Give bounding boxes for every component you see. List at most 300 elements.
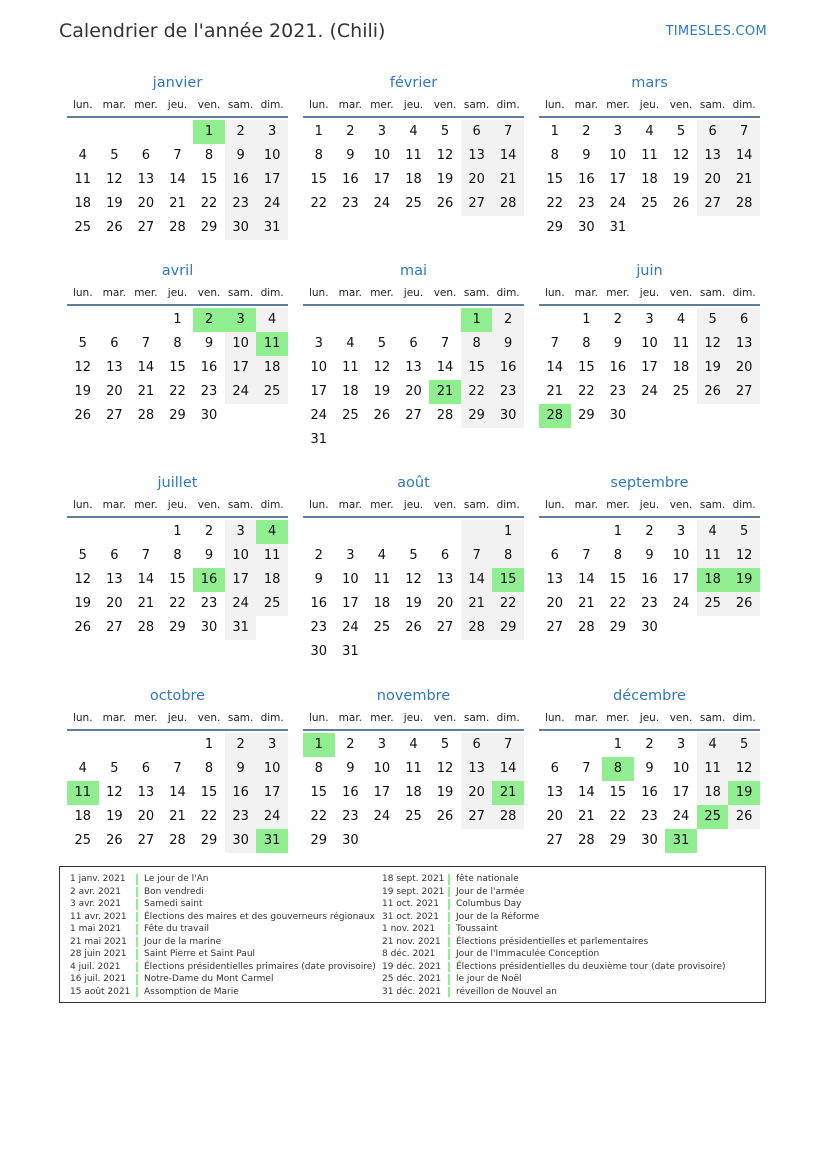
- day-cell: 25: [672, 384, 690, 399]
- day-cell: 24: [373, 196, 391, 211]
- legend-holiday-name: Élections présidentielles du deuxième tour (date provisoire): [456, 961, 726, 972]
- day-cell: 4: [697, 520, 729, 544]
- empty-cell: [162, 120, 194, 144]
- day-cell: 19: [697, 356, 729, 380]
- empty-cell: [429, 308, 461, 332]
- day-cell: 13: [697, 144, 729, 168]
- day-cell: 2: [582, 124, 591, 139]
- day-cell: 13: [546, 572, 564, 587]
- weekday-label: ven.: [197, 99, 221, 111]
- day-cell: 3: [676, 524, 686, 539]
- day-cell: 12: [672, 148, 690, 163]
- weekday-label: mar.: [574, 712, 599, 724]
- day-cell: 16: [641, 572, 658, 587]
- empty-cell: [130, 308, 162, 332]
- day-cell: 5: [78, 548, 87, 563]
- day-cell: 25: [74, 220, 92, 235]
- day-cell: 22: [310, 196, 328, 211]
- weekday-header: [303, 494, 524, 518]
- legend-date: 31 déc. 2021: [378, 986, 450, 999]
- weekday-label: jeu.: [403, 287, 424, 299]
- day-cell: 22: [461, 380, 493, 404]
- day-cell: 6: [550, 548, 559, 563]
- legend-holiday-name: Fête du travail: [144, 924, 210, 934]
- day-cell: 24: [672, 809, 690, 824]
- day-cell: 29: [609, 833, 627, 848]
- day-cell: 10: [641, 336, 658, 351]
- day-cell: 21: [578, 809, 595, 824]
- empty-cell: [398, 308, 430, 332]
- legend-holiday-name: fête nationale: [456, 874, 519, 884]
- day-cell: 20: [697, 168, 729, 192]
- empty-cell: [130, 120, 162, 144]
- day-cell: 13: [106, 572, 123, 587]
- day-cell: 20: [137, 196, 155, 211]
- legend-date: 31 oct. 2021: [378, 911, 450, 924]
- day-cell: 23: [492, 380, 524, 404]
- weekday-label: dim.: [732, 99, 756, 111]
- legend-holiday-name: Columbus Day: [456, 899, 522, 909]
- legend-holiday-name: Samedi saint: [144, 899, 203, 909]
- day-cell: 17: [256, 168, 288, 192]
- weekday-label: mer.: [134, 499, 158, 511]
- legend-holiday-name: Notre-Dame du Mont Carmel: [144, 974, 274, 984]
- empty-cell: [335, 520, 367, 544]
- day-cell: 21: [461, 592, 493, 616]
- weekday-label: ven.: [197, 287, 221, 299]
- weekday-label: dim.: [260, 99, 284, 111]
- day-cell: 4: [256, 308, 288, 332]
- day-cell: 24: [373, 809, 391, 824]
- weekday-label: mar.: [102, 499, 127, 511]
- weekday-label: mer.: [606, 712, 630, 724]
- day-cell: 13: [405, 360, 422, 375]
- day-cell: 24: [225, 380, 257, 404]
- day-cell: 9: [346, 761, 355, 776]
- day-cell: 12: [74, 572, 92, 587]
- day-cell: 26: [74, 620, 92, 635]
- day-cell: 10: [342, 572, 359, 587]
- day-cell: 22: [609, 809, 627, 824]
- day-cell: 21: [578, 596, 595, 611]
- day-cell: 9: [582, 148, 591, 163]
- legend-date: 2 avr. 2021: [66, 886, 138, 899]
- day-cell: 26: [672, 196, 690, 211]
- day-cell: 4: [377, 548, 387, 563]
- day-cell: 7: [582, 548, 591, 563]
- empty-cell: [335, 308, 367, 332]
- weekday-label: ven.: [197, 499, 221, 511]
- empty-cell: [67, 733, 99, 757]
- day-cell: 6: [110, 548, 119, 563]
- weekday-label: mer.: [370, 712, 394, 724]
- weekday-label: jeu.: [403, 499, 424, 511]
- day-cell: 28: [492, 805, 524, 829]
- day-grid: [67, 120, 288, 240]
- day-cell: 29: [169, 408, 186, 423]
- weekday-label: dim.: [496, 712, 520, 724]
- day-cell: 16: [342, 172, 359, 187]
- day-cell: 27: [106, 620, 123, 635]
- month-name: décembre: [613, 688, 686, 704]
- weekday-label: sam.: [463, 287, 490, 299]
- month-name: juillet: [157, 475, 198, 491]
- day-cell: 14: [578, 572, 595, 587]
- legend-holiday-name: Bon vendredi: [144, 886, 204, 897]
- day-cell: 25: [405, 809, 422, 824]
- weekday-label: mer.: [134, 712, 158, 724]
- day-cell: 27: [137, 220, 155, 235]
- day-cell: 18: [641, 172, 658, 187]
- weekday-label: lun.: [308, 712, 329, 724]
- day-cell: 30: [200, 620, 218, 635]
- day-cell: 17: [672, 785, 690, 800]
- day-cell: 9: [204, 548, 214, 563]
- holiday-day-cell: 15: [492, 568, 524, 592]
- weekday-header: [67, 707, 288, 731]
- day-cell: 17: [310, 384, 328, 399]
- day-cell: 4: [409, 737, 418, 752]
- day-cell: 5: [697, 308, 729, 332]
- day-cell: 23: [225, 192, 257, 216]
- day-cell: 29: [200, 220, 218, 235]
- day-cell: 10: [225, 544, 257, 568]
- day-cell: 5: [676, 124, 686, 139]
- holiday-day-cell: 31: [665, 829, 697, 853]
- day-cell: 7: [173, 761, 182, 776]
- legend-row: [378, 886, 726, 899]
- day-cell: 23: [609, 384, 627, 399]
- weekday-label: mar.: [102, 712, 127, 724]
- weekday-label: mer.: [134, 99, 158, 111]
- weekday-label: sam.: [699, 287, 726, 299]
- day-cell: 12: [106, 172, 123, 187]
- day-cell: 27: [546, 620, 564, 635]
- day-cell: 23: [342, 809, 359, 824]
- day-cell: 30: [578, 220, 595, 235]
- day-cell: 6: [550, 761, 559, 776]
- day-cell: 23: [641, 596, 658, 611]
- day-cell: 1: [582, 312, 591, 327]
- weekday-label: sam.: [463, 499, 490, 511]
- day-cell: 10: [373, 761, 391, 776]
- day-cell: 23: [200, 384, 218, 399]
- brand-link[interactable]: TIMESLES.COM: [665, 24, 767, 39]
- day-cell: 22: [609, 596, 627, 611]
- day-cell: 5: [440, 124, 450, 139]
- day-cell: 22: [200, 809, 218, 824]
- day-cell: 14: [137, 572, 155, 587]
- day-cell: 4: [78, 148, 87, 163]
- day-cell: 27: [137, 833, 155, 848]
- day-cell: 2: [346, 124, 355, 139]
- weekday-header: [539, 94, 760, 118]
- month-4: [303, 260, 524, 452]
- day-cell: 28: [461, 616, 493, 640]
- day-cell: 6: [697, 120, 729, 144]
- day-cell: 26: [106, 833, 123, 848]
- day-cell: 25: [256, 380, 288, 404]
- holiday-day-cell: 11: [67, 781, 99, 805]
- legend-date: 19 sept. 2021: [378, 886, 450, 899]
- weekday-label: sam.: [699, 99, 726, 111]
- weekday-label: mer.: [606, 287, 630, 299]
- day-cell: 26: [697, 380, 729, 404]
- day-cell: 14: [169, 785, 186, 800]
- day-cell: 20: [137, 809, 155, 824]
- day-cell: 10: [310, 360, 328, 375]
- day-cell: 19: [74, 384, 92, 399]
- day-cell: 31: [310, 432, 328, 447]
- day-cell: 7: [550, 336, 559, 351]
- legend-row: [66, 961, 376, 974]
- day-cell: 14: [492, 757, 524, 781]
- day-cell: 5: [440, 737, 450, 752]
- day-cell: 11: [641, 148, 658, 163]
- day-cell: 11: [405, 761, 422, 776]
- legend-holiday-name: Élections des maires et des gouverneurs régionaux: [144, 911, 375, 922]
- day-cell: 28: [137, 620, 155, 635]
- day-cell: 14: [578, 785, 595, 800]
- day-cell: 13: [137, 785, 155, 800]
- day-grid: [67, 520, 288, 640]
- legend-holiday-name: Toussaint: [456, 924, 498, 934]
- day-cell: 24: [310, 408, 328, 423]
- day-cell: 25: [405, 196, 422, 211]
- month-5: [539, 260, 760, 428]
- legend-date: 3 avr. 2021: [66, 898, 138, 911]
- day-cell: 19: [405, 596, 422, 611]
- day-cell: 6: [409, 336, 418, 351]
- weekday-label: mar.: [338, 99, 363, 111]
- weekday-label: ven.: [669, 287, 693, 299]
- holiday-day-cell: 28: [539, 404, 571, 428]
- day-cell: 11: [672, 336, 690, 351]
- weekday-header: [539, 282, 760, 306]
- empty-cell: [67, 520, 99, 544]
- day-cell: 13: [436, 572, 454, 587]
- empty-cell: [130, 733, 162, 757]
- day-cell: 15: [609, 572, 627, 587]
- legend-date: 21 nov. 2021: [378, 936, 450, 949]
- day-cell: 7: [461, 544, 493, 568]
- weekday-label: dim.: [260, 712, 284, 724]
- day-cell: 22: [169, 384, 186, 399]
- day-cell: 17: [373, 172, 391, 187]
- legend-holiday-name: Élections présidentielles primaires (date provisoire): [144, 961, 376, 972]
- day-cell: 30: [609, 408, 627, 423]
- day-cell: 29: [169, 620, 186, 635]
- day-cell: 23: [225, 805, 257, 829]
- weekday-label: lun.: [544, 712, 565, 724]
- empty-cell: [539, 520, 571, 544]
- day-cell: 22: [578, 384, 595, 399]
- day-cell: 7: [492, 733, 524, 757]
- weekday-label: jeu.: [403, 712, 424, 724]
- day-cell: 15: [578, 360, 595, 375]
- weekday-label: mar.: [102, 99, 127, 111]
- day-cell: 10: [672, 548, 690, 563]
- day-cell: 13: [546, 785, 564, 800]
- month-3: [67, 260, 288, 428]
- day-cell: 3: [256, 120, 288, 144]
- day-cell: 16: [310, 596, 328, 611]
- day-cell: 11: [342, 360, 359, 375]
- day-cell: 21: [137, 596, 155, 611]
- day-cell: 27: [106, 408, 123, 423]
- day-cell: 9: [346, 148, 355, 163]
- weekday-label: dim.: [732, 712, 756, 724]
- legend-date: 19 déc. 2021: [378, 961, 450, 974]
- day-cell: 26: [728, 805, 760, 829]
- legend-row: [378, 923, 726, 936]
- day-cell: 9: [645, 761, 654, 776]
- day-cell: 16: [225, 781, 257, 805]
- day-cell: 11: [74, 172, 92, 187]
- day-cell: 25: [697, 592, 729, 616]
- day-cell: 2: [645, 524, 654, 539]
- day-cell: 1: [492, 520, 524, 544]
- empty-cell: [99, 120, 131, 144]
- legend-row: [66, 898, 376, 911]
- day-cell: 13: [106, 360, 123, 375]
- legend-row: [66, 973, 376, 986]
- day-grid: [67, 308, 288, 428]
- weekday-label: lun.: [72, 99, 93, 111]
- day-cell: 26: [436, 809, 454, 824]
- legend-holiday-name: Jour de l'Immaculée Conception: [456, 949, 600, 959]
- day-cell: 19: [373, 384, 391, 399]
- legend-holiday-name: Jour de l'armée: [456, 886, 525, 897]
- day-cell: 22: [546, 196, 564, 211]
- day-cell: 1: [613, 737, 623, 752]
- legend-column-left: [66, 873, 376, 998]
- weekday-label: mer.: [370, 99, 394, 111]
- day-cell: 26: [436, 196, 454, 211]
- day-cell: 24: [672, 596, 690, 611]
- day-cell: 7: [440, 336, 450, 351]
- weekday-label: jeu.: [167, 287, 188, 299]
- weekday-label: mar.: [338, 712, 363, 724]
- day-cell: 18: [373, 596, 391, 611]
- day-cell: 12: [405, 572, 422, 587]
- day-cell: 8: [492, 544, 524, 568]
- day-cell: 15: [200, 785, 218, 800]
- month-name: août: [397, 475, 430, 491]
- day-cell: 27: [728, 380, 760, 404]
- day-cell: 26: [74, 408, 92, 423]
- day-cell: 24: [256, 805, 288, 829]
- day-cell: 10: [373, 148, 391, 163]
- day-cell: 8: [173, 548, 182, 563]
- day-cell: 24: [641, 384, 658, 399]
- weekday-header: [303, 94, 524, 118]
- day-cell: 20: [546, 809, 564, 824]
- weekday-label: lun.: [544, 99, 565, 111]
- empty-cell: [67, 308, 99, 332]
- day-cell: 30: [342, 833, 359, 848]
- day-cell: 19: [672, 172, 690, 187]
- day-cell: 28: [436, 408, 454, 423]
- day-cell: 31: [225, 616, 257, 640]
- day-cell: 3: [377, 124, 387, 139]
- month-10: [303, 685, 524, 853]
- day-cell: 30: [641, 833, 658, 848]
- weekday-label: lun.: [72, 712, 93, 724]
- day-cell: 23: [200, 596, 218, 611]
- day-cell: 6: [440, 548, 450, 563]
- day-cell: 11: [697, 757, 729, 781]
- day-cell: 18: [405, 172, 422, 187]
- day-cell: 5: [78, 336, 87, 351]
- legend-date: 21 mai 2021: [66, 936, 138, 949]
- legend-date: 16 juil. 2021: [66, 973, 138, 986]
- empty-cell: [162, 733, 194, 757]
- empty-cell: [571, 520, 603, 544]
- empty-cell: [99, 733, 131, 757]
- day-grid: [303, 308, 524, 452]
- day-cell: 14: [728, 144, 760, 168]
- weekday-label: jeu.: [167, 499, 188, 511]
- month-6: [67, 472, 288, 640]
- legend-date: 8 déc. 2021: [378, 948, 450, 961]
- day-cell: 1: [173, 524, 182, 539]
- weekday-label: lun.: [544, 499, 565, 511]
- day-cell: 13: [137, 172, 155, 187]
- day-cell: 10: [256, 144, 288, 168]
- day-cell: 27: [546, 833, 564, 848]
- day-cell: 17: [256, 781, 288, 805]
- weekday-label: lun.: [308, 499, 329, 511]
- day-cell: 30: [641, 620, 658, 635]
- day-cell: 18: [256, 356, 288, 380]
- month-name: juin: [636, 263, 663, 279]
- weekday-label: sam.: [699, 499, 726, 511]
- day-cell: 20: [461, 168, 493, 192]
- day-cell: 27: [436, 620, 454, 635]
- legend-row: [378, 873, 726, 886]
- day-cell: 5: [728, 520, 760, 544]
- day-cell: 19: [106, 196, 123, 211]
- weekday-label: mer.: [370, 499, 394, 511]
- day-cell: 22: [200, 196, 218, 211]
- day-grid: [67, 733, 288, 853]
- day-cell: 13: [728, 332, 760, 356]
- day-cell: 1: [173, 312, 182, 327]
- month-name: septembre: [610, 475, 689, 491]
- day-cell: 6: [461, 733, 493, 757]
- day-cell: 17: [641, 360, 658, 375]
- day-cell: 16: [641, 785, 658, 800]
- day-cell: 11: [256, 544, 288, 568]
- day-cell: 26: [373, 408, 391, 423]
- empty-cell: [461, 520, 493, 544]
- weekday-label: mar.: [338, 499, 363, 511]
- day-cell: 12: [697, 332, 729, 356]
- legend-date: 18 sept. 2021: [378, 873, 450, 886]
- page-title: Calendrier de l'année 2021. (Chili): [59, 20, 386, 42]
- day-cell: 18: [697, 781, 729, 805]
- legend-date: 11 oct. 2021: [378, 898, 450, 911]
- legend-holiday-name: Jour de la Réforme: [456, 911, 540, 922]
- day-cell: 14: [169, 172, 186, 187]
- day-cell: 18: [74, 809, 92, 824]
- day-cell: 24: [225, 592, 257, 616]
- weekday-label: dim.: [496, 287, 520, 299]
- weekday-header: [303, 707, 524, 731]
- day-cell: 5: [110, 148, 119, 163]
- weekday-label: dim.: [260, 287, 284, 299]
